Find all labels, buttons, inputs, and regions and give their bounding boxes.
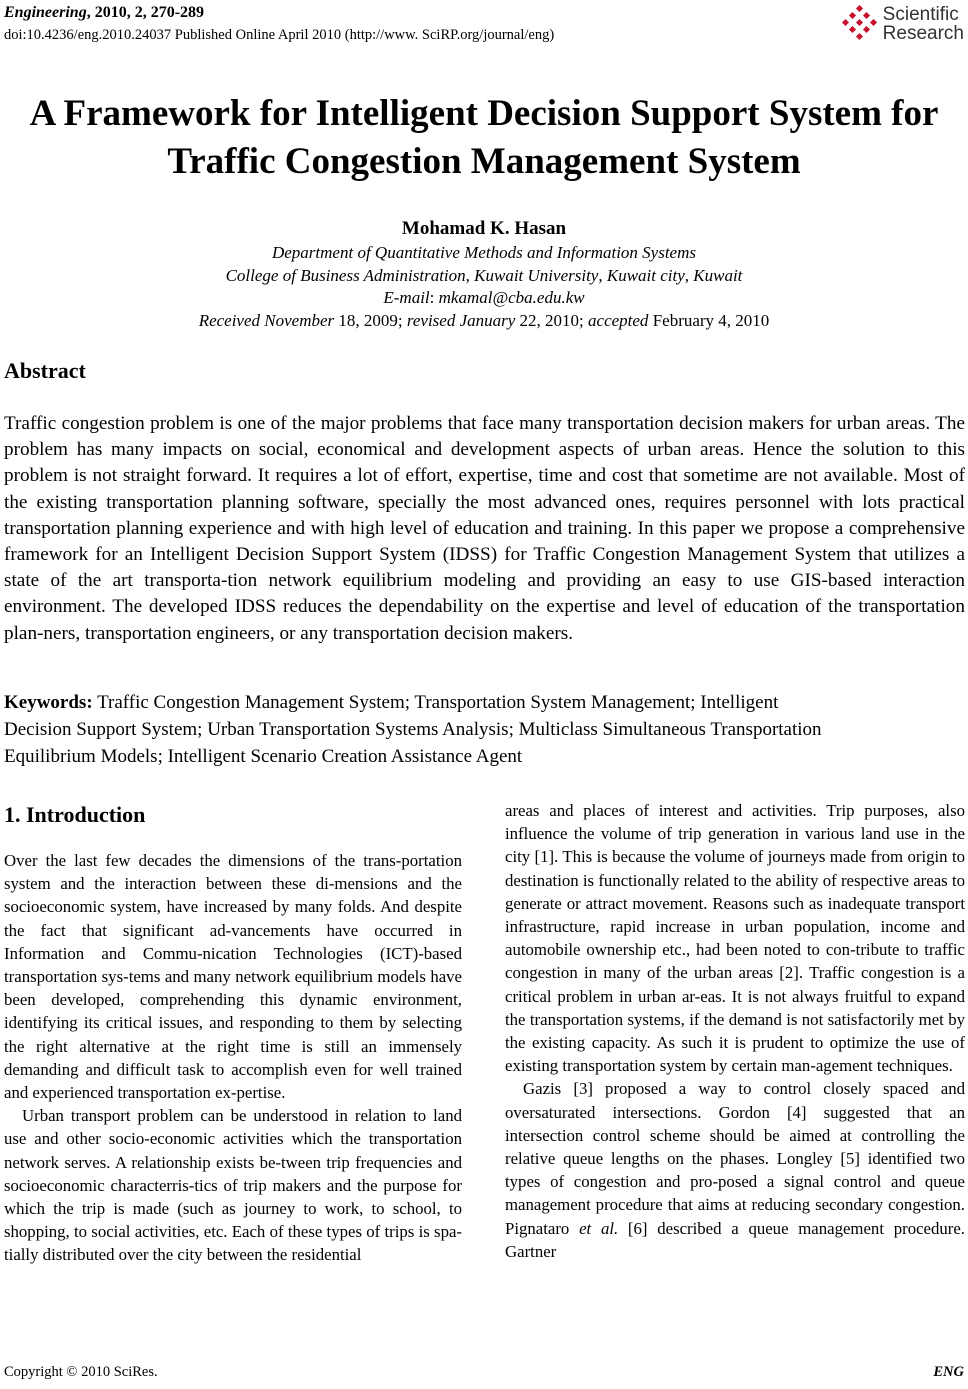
page-footer xyxy=(4,1364,964,1381)
right-column xyxy=(505,799,965,1263)
revised-date: 22, 2010; xyxy=(515,311,589,330)
received-date: 18, 2009; xyxy=(334,311,407,330)
email-label: E-mail xyxy=(383,288,430,307)
affiliation-college: College of Business Administration xyxy=(225,266,466,285)
keywords-text-1: Traffic Congestion Management System; Transportation System Management; Intelligent xyxy=(92,692,779,713)
received-label: Received November xyxy=(198,311,335,330)
title-line-1: A Framework for Intelligent Decision Support System for xyxy=(29,93,939,134)
journal-header xyxy=(4,2,554,46)
author-name: Mohamad K. Hasan xyxy=(401,218,567,239)
copyright-text: Copyright © 2010 SciRes. xyxy=(4,1364,158,1380)
publisher-logo xyxy=(839,2,964,46)
logo-text xyxy=(883,5,964,43)
abstract-heading: Abstract xyxy=(4,358,86,383)
logo-line-2: Research xyxy=(882,23,964,44)
keywords-line-1 xyxy=(4,689,965,716)
doi-line: doi:10.4236/eng.2010.24037 Published Online April 2010 (http://www. SciRP.org/journal/eng) xyxy=(4,27,555,43)
accepted-date: February 4, 2010 xyxy=(648,311,770,330)
abstract-text: Traffic congestion problem is one of the major problems that face many transportation decision makers for urban areas. The problem has many impacts on social, economical and development aspects of urban areas. Hence the solution to this problem is not straight forward. It requires a lot of effort, expertise, time and cost that sometime are not available. Most of the existing transportation planning software, specially the most advanced ones, requires personnel with lots practical transportation planning experience and with high level of education and training. In this paper we propose a comprehensive framework for an Intelligent Decision Support System (IDSS) for Traffic Congestion Management System that utilizes a state of the art transporta-tion network equilibrium modeling and providing an easy to use GIS-based interaction environment. The developed IDSS reduces the dependability on the expertise and level of education of the transportation plan-ners, transportation engineers, or any transportation decision makers. xyxy=(4,413,965,644)
intro-paragraph-4 xyxy=(505,1077,965,1263)
et-al-2: al. xyxy=(600,1218,619,1238)
email-address[interactable]: mkamal@cba.edu.kw xyxy=(438,288,585,307)
et-al-1: et xyxy=(579,1218,592,1238)
intro-paragraph-2: Urban transport problem can be understood in relation to land use and other socio-economic activities which the transportation network serves. A relationship exists be-tween trip frequencies and socioeconomic characterris-tics of trip makers and the purpose for which the trip is made (such as journey to work, to school, to shopping, to social activities, etc. Each of these types of trips is spa-tially distributed over the city between the residential xyxy=(4,1106,462,1265)
logo-line-1: Scientific xyxy=(882,4,959,25)
paragraph-4-end: [6] described a queue management procedure. Gartner xyxy=(505,1218,966,1261)
paper-title xyxy=(0,90,968,186)
keywords-label: Keywords: xyxy=(4,692,93,713)
scientific-research-logo-icon xyxy=(839,4,879,44)
intro-paragraph-1: Over the last few decades the dimensions of the trans-portation system and the interaction between these di-mensions and the socioeconomic system, have increased by many folds. And despite the fact that significant ad-vancements have occurred in Information and Commu-nication Technologies (ICT)-based transportation sys-tems and many network equilibrium models have been developed, comprehending this dynamic environment, identifying its critical issues, and responding to them by selecting the right alternative at the right time is still an immensely demanding and difficult task to accomplish even for well trained and experienced transportation ex-pertise. xyxy=(4,851,462,1103)
introduction-heading: 1. Introduction xyxy=(4,802,146,827)
paragraph-4-start: Gazis [3] proposed a way to control closely spaced and oversaturated intersections. Gordon [4] suggested that an intersection control scheme should be aimed at controlling the relative queue lengths on the phases. Longley [5] identified two types of congestion and pro-posed a signal control and queue management procedure that aims at reducing secondary congestion. Pignataro xyxy=(505,1079,965,1238)
affiliation-country: Kuwait xyxy=(693,266,743,285)
journal-volume: , 2010, 2, 270-289 xyxy=(86,4,205,21)
journal-name: Engineering xyxy=(4,4,87,21)
accepted-label: accepted xyxy=(588,311,649,330)
received-dates xyxy=(0,311,968,331)
affiliation-city: Kuwait city xyxy=(606,266,685,285)
keywords-line-2: Decision Support System; Urban Transportation Systems Analysis; Multiclass Simultaneous Transportation xyxy=(4,719,822,740)
revised-label: revised January xyxy=(406,311,516,330)
left-column xyxy=(4,849,462,1267)
affiliation-university: Kuwait University xyxy=(474,266,599,285)
title-line-2: Traffic Congestion Management System xyxy=(167,141,801,182)
keywords-block xyxy=(4,689,965,770)
keywords-line-3: Equilibrium Models; Intelligent Scenario Creation Assistance Agent xyxy=(4,746,523,767)
email-line: E-mail: mkamal@cba.edu.kw xyxy=(383,288,585,307)
affiliation-college-line: College of Business Administration, Kuwait University, Kuwait city, Kuwait xyxy=(225,266,743,285)
journal-citation xyxy=(4,2,554,24)
intro-paragraph-3: areas and places of interest and activities. Trip purposes, also influence the volume of trip generation in various land use in the city [1]. This is because the volume of journeys made from origin to destination is functionally related to the ability of respective areas to generate or attract movement. Reasons such as inadequate transport infrastructure, rapid increase in urban population, income and automobile ownership etc., had been noted to con-tribute to traffic congestion in many of the urban areas [2]. Traffic congestion is a critical problem in urban ar-eas. It is not always fruitful to expand the transportation systems, if the demand is not satisfactorily met by the existing capacity. As such it is prudent to optimize the use of existing transportation system by certain man-agement techniques. xyxy=(505,801,965,1076)
affiliation-department: Department of Quantitative Methods and Information Systems xyxy=(271,243,696,262)
journal-abbrev: ENG xyxy=(933,1364,964,1380)
